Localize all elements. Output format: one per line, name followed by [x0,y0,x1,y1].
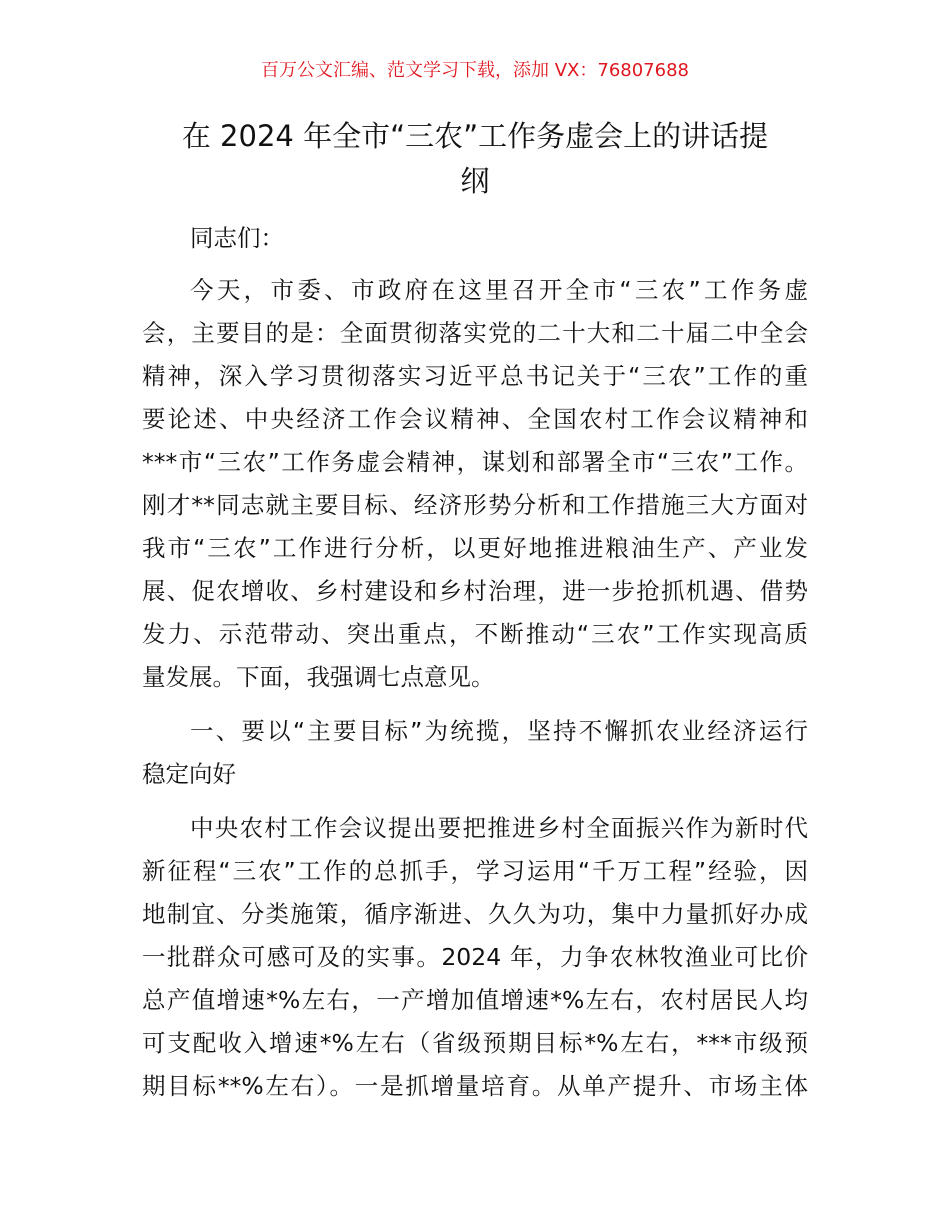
paragraph-2-line: 稳定向好 [142,760,236,788]
paragraph-3-line: 地制宜、分类施策，循序渐进、久久为功，集中力量抓好办成 [142,900,808,928]
paragraph-3-line: 总产值增速*%左右，一产增加值增速*%左右，农村居民人均 [142,986,808,1014]
paragraph-1-line: 要论述、中央经济工作会议精神、全国农村工作会议精神和 [142,405,808,433]
salutation: 同志们： [190,224,284,252]
paragraph-1-line: 展、促农增收、乡村建设和乡村治理，进一步抢抓机遇、借势 [142,577,808,605]
paragraph-3-line: 可支配收入增速*%左右（省级预期目标*%左右，***市级预 [142,1029,808,1057]
paragraph-1-line: 今天，市委、市政府在这里召开全市“三农”工作务虚 [190,276,808,304]
document-title-line-2: 纲 [460,164,490,198]
paragraph-2-line: 一、要以“主要目标”为统揽，坚持不懈抓农业经济运行 [190,717,808,745]
paragraph-3-line: 期目标**%左右）。一是抓增量培育。从单产提升、市场主体 [142,1072,808,1100]
paragraph-1-line: ***市“三农”工作务虚会精神，谋划和部署全市“三农”工作。 [142,448,808,476]
paragraph-3-line: 中央农村工作会议提出要把推进乡村全面振兴作为新时代 [190,814,808,842]
paragraph-3-line: 新征程“三农”工作的总抓手，学习运用“千万工程”经验，因 [142,857,808,885]
header-banner: 百万公文汇编、范文学习下载，添加 VX：76807688 [261,60,689,81]
paragraph-1-line: 精神，深入学习贯彻落实习近平总书记关于“三农”工作的重 [142,362,808,390]
paragraph-1-line: 我市“三农”工作进行分析，以更好地推进粮油生产、产业发 [142,534,808,562]
paragraph-3-line: 一批群众可感可及的实事。2024 年，力争农林牧渔业可比价 [142,943,808,971]
paragraph-1-line: 会，主要目的是：全面贯彻落实党的二十大和二十届二中全会 [142,319,808,347]
paragraph-1-line: 量发展。下面，我强调七点意见。 [142,663,495,691]
paragraph-1-line: 发力、示范带动、突出重点，不断推动“三农”工作实现高质 [142,620,808,648]
document-title-line-1: 在 2024 年全市“三农”工作务虚会上的讲话提 [181,119,769,153]
paragraph-1-line: 刚才**同志就主要目标、经济形势分析和工作措施三大方面对 [142,491,808,519]
